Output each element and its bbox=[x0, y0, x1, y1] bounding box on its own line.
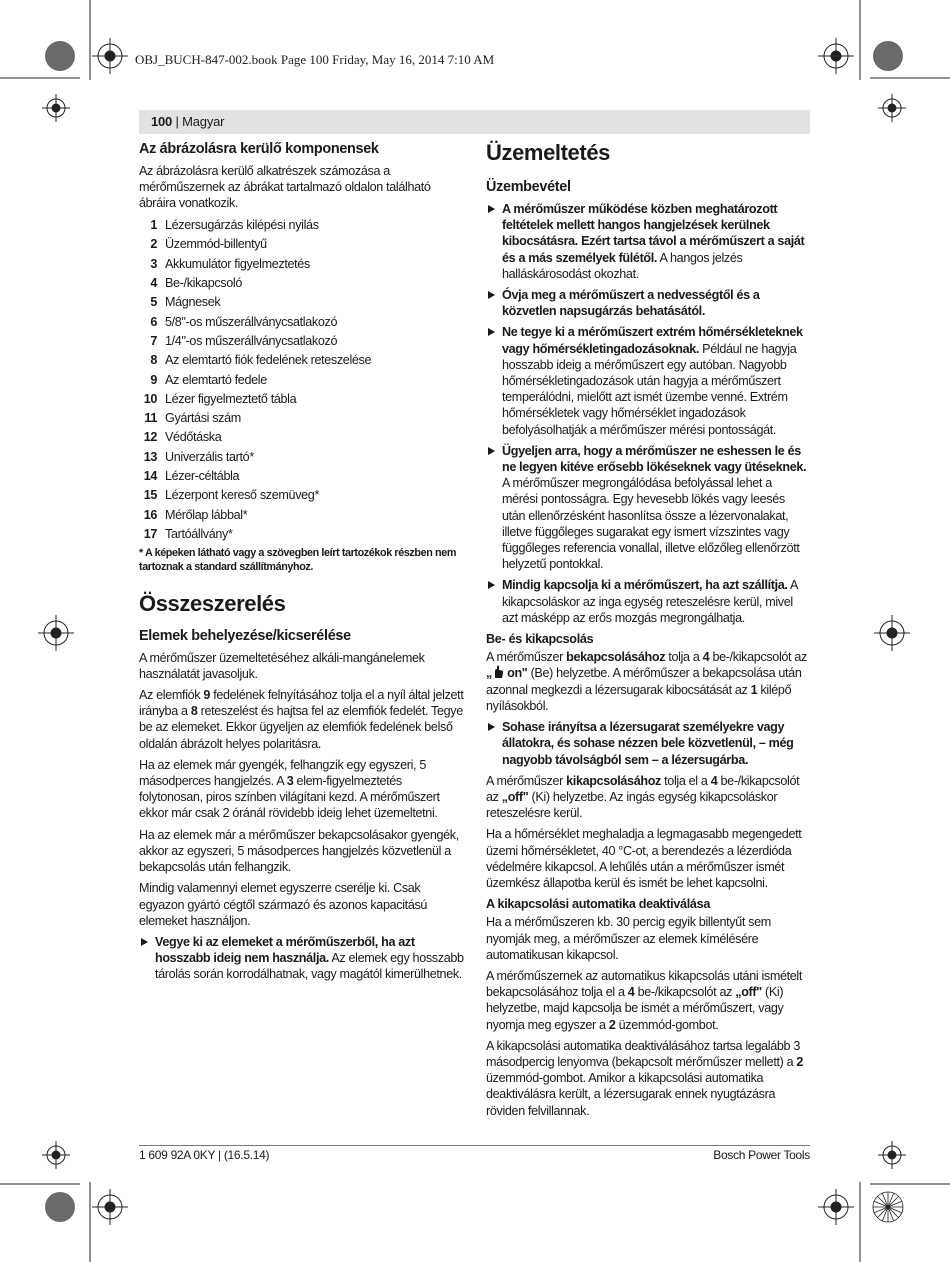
part-item bbox=[139, 235, 466, 254]
paragraph: A kikapcsolási automatika deaktiválásához tartsa legalább 3 másodpercig lenyomva (bekapcsolt mérőműszer mellett) a 2 üzemmód-gombot. Amikor a kikapcsolási automatika deaktiválásra került, a lézersugarak ennek nyugtázásra röviden felvillannak. bbox=[486, 1038, 804, 1118]
part-label: Üzemmód-billentyű bbox=[165, 237, 267, 252]
components-heading: Az ábrázolásra kerülő komponensek bbox=[139, 141, 379, 157]
part-item bbox=[139, 466, 466, 485]
part-number: 10 bbox=[143, 391, 157, 406]
part-number: 13 bbox=[143, 449, 157, 464]
assembly-heading: Összeszerelés bbox=[139, 590, 286, 616]
bullet-item: Mindig kapcsolja ki a mérőműszert, ha azt szállítja. A kikapcsoláskor az inga egység reteszelésre kerül, mivel azt másképp az erős mozgás megrongálhatja. bbox=[486, 577, 810, 626]
bullet-item: Vegye ki az elemeket a mérőműszerből, ha azt hosszabb ideig nem használja. Az elemek egy hosszabb tárolás során korrodálhatnak, vagy magától kimerülhetnek. bbox=[139, 934, 466, 983]
part-label: Lézerpont kereső szemüveg* bbox=[165, 488, 320, 503]
part-label: Mágnesek bbox=[165, 295, 221, 310]
part-label: Védőtáska bbox=[165, 430, 222, 445]
part-label: Az elemtartó fiók fedelének reteszelése bbox=[165, 353, 372, 368]
part-label: Akkumulátor figyelmeztetés bbox=[165, 256, 310, 271]
part-item bbox=[139, 428, 466, 447]
batteries-heading: Elemek behelyezése/kicserélése bbox=[139, 627, 351, 644]
startup-bullets bbox=[486, 201, 810, 626]
bullet-item: Ügyeljen arra, hogy a mérőműszer ne eshessen le és ne legyen kitéve erősebb lökéseknek vagy ütéseknek. A mérőműszer megrongálódása befolyással lehet a mérési pontosságra. Egy hevesebb lökés vagy leesés után ellenőrzésként hasonlítsa össze a lézervonalakat, illetve függőleges sugarakat egy ismert vízszintes vagy függőleges referencia vonallal, illetve előzőleg ellenőrzött helyzetű pontokkal. bbox=[486, 443, 810, 573]
bullet-triangle-icon bbox=[488, 328, 495, 336]
onoff-heading: Be- és kikapcsolás bbox=[486, 632, 594, 647]
part-number: 7 bbox=[150, 333, 157, 348]
part-number: 9 bbox=[150, 372, 157, 387]
part-number: 15 bbox=[143, 488, 157, 503]
part-number: 11 bbox=[144, 411, 157, 426]
part-item bbox=[139, 409, 466, 428]
part-number: 3 bbox=[150, 256, 157, 271]
grey-registration-dot bbox=[45, 41, 75, 71]
part-label: Lézer-céltábla bbox=[165, 469, 240, 484]
right-column bbox=[486, 140, 810, 1124]
part-number: 4 bbox=[150, 276, 157, 291]
footer-brand: Bosch Power Tools bbox=[713, 1148, 810, 1162]
bullet-triangle-icon bbox=[488, 581, 495, 589]
crosshair-target-mid-left bbox=[38, 615, 74, 651]
warning-bullet: Sohase irányítsa a lézersugarat személyekre vagy állatokra, és sohase nézzen bele közvetlenül, – még nagyobb távolságból sem – a lézersugárba. bbox=[486, 719, 810, 768]
part-number: 5 bbox=[150, 295, 157, 310]
part-item bbox=[139, 331, 466, 350]
part-number: 6 bbox=[150, 314, 157, 329]
part-number: 12 bbox=[143, 430, 157, 445]
print-slug: OBJ_BUCH-847-002.book Page 100 Friday, May 16, 2014 7:10 AM bbox=[135, 52, 495, 67]
part-label: Gyártási szám bbox=[165, 411, 241, 426]
paragraph: Ha az elemek már a mérőműszer bekapcsolásakor gyengék, akkor az egyszeri, 5 másodperces hangjelzés közvetlenül a bekapcsolás után felhangzik. bbox=[139, 827, 459, 875]
paragraph: A mérőműszer bekapcsolásához tolja a 4 be-/kikapcsolót az „ on" (Be) helyzetbe. A mérőműszer a bekapcsolása után azonnal megkezdi a lézersugarak kibocsátását az 1 kilépő nyílásokból. bbox=[486, 650, 807, 713]
part-label: Univerzális tartó* bbox=[165, 449, 254, 464]
part-number: 16 bbox=[143, 507, 157, 522]
paragraph: Ha a mérőműszeren kb. 30 percig egyik billentyűt sem nyomják meg, a mérőműszer az elemek kímélésére automatikusan kikapcsol. bbox=[486, 915, 771, 962]
part-item bbox=[139, 370, 466, 389]
paragraph: Az elemfiók 9 fedelének felnyításához tolja el a nyíl által jelzett irányba a 8 reteszelést és hajtsa fel az elemfiók fedelét. Tegye be az elemeket. Ekkor ügyeljen az elemfiók fedelének belső oldalán ábrázolt helyes polaritásra. bbox=[139, 688, 464, 751]
paragraph: A mérőműszernek az automatikus kikapcsolás utáni ismételt bekapcsolásához tolja el a 4 be-/kikapcsolót az „off" (Ki) helyzetbe, majd kapcsolja be ismét a mérőműszert, vagy nyomja meg egyszer a 2 üzemmód-gombot. bbox=[486, 968, 803, 1032]
page-header bbox=[151, 114, 224, 129]
crosshair-target-top-left bbox=[92, 38, 128, 74]
bullet-triangle-icon bbox=[488, 447, 495, 455]
left-column bbox=[139, 140, 466, 988]
page-header-bar bbox=[139, 110, 810, 134]
part-label: 5/8"-os műszerállványcsatlakozó bbox=[165, 314, 338, 329]
grey-registration-dot bbox=[45, 1192, 75, 1222]
part-label: Lézersugárzás kilépési nyilás bbox=[165, 218, 319, 233]
footer-rule bbox=[139, 1145, 810, 1146]
bullet-item: Ne tegye ki a mérőműszert extrém hőmérsékleteknek vagy hőmérsékletingadozásoknak. Például ne hagyja hosszabb ideig a mérőműszert egy autóban. Nagyobb hőmérsékletingadozások után hagyja a mérőműszert temperálódni, mielőtt azt ismét üzembe venné. Extrém hőmérsékletek vagy hőmérséklet ingadozások befolyásolhatják a mérőműszer mérési pontosságát. bbox=[486, 324, 810, 437]
part-number: 14 bbox=[143, 469, 157, 484]
paragraph: A mérőműszer kikapcsolásához tolja el a 4 be-/kikapcsolót az „off" (Ki) helyzetbe. Az ingás egység kikapcsoláskor reteszelésre kerül. bbox=[486, 773, 800, 821]
part-label: Az elemtartó fedele bbox=[165, 372, 267, 387]
operation-heading: Üzemeltetés bbox=[486, 140, 610, 165]
starburst-target bbox=[873, 1192, 903, 1222]
part-number: 1 bbox=[150, 218, 157, 233]
bullet-item: Óvja meg a mérőműszert a nedvességtől és a közvetlen napsugárzás behatásától. bbox=[486, 287, 810, 319]
page-number: 100 bbox=[151, 114, 173, 129]
part-number: 17 bbox=[143, 526, 157, 541]
bullet-item: A mérőműszer működése közben meghatározott feltételek mellett hangos hangjelzések kerülnek kibocsátásra. Ezért tartsa távol a mérőműszert a saját és a más személyek fülétől. A hangos jelzés halláskárosodást okozhat. bbox=[486, 201, 810, 282]
part-number: 8 bbox=[150, 353, 157, 368]
paragraph: A mérőműszer üzemeltetéséhez alkáli-mangánelemek használatát javasoljuk. bbox=[139, 650, 425, 681]
bullet-triangle-icon bbox=[141, 938, 148, 946]
part-label: Tartóállvány* bbox=[165, 526, 233, 541]
parts-list bbox=[139, 216, 466, 544]
part-item bbox=[139, 274, 466, 293]
header-language: Magyar bbox=[182, 114, 225, 129]
bullet-triangle-icon bbox=[488, 723, 495, 731]
part-item bbox=[139, 524, 466, 543]
startup-heading: Üzembevétel bbox=[486, 179, 571, 195]
footnote: * A képeken látható vagy a szövegben leírt tartozékok részben nem tartoznak a standard szállítmányhoz. bbox=[139, 546, 457, 574]
part-item bbox=[139, 351, 466, 370]
footer-doc-number: 1 609 92A 0KY | (16.5.14) bbox=[139, 1148, 270, 1162]
part-item bbox=[139, 312, 466, 331]
part-number: 2 bbox=[150, 237, 157, 252]
auto-off-heading: A kikapcsolási automatika deaktiválása bbox=[486, 897, 711, 912]
hand-switch-icon bbox=[492, 665, 504, 679]
grey-registration-dot bbox=[873, 41, 903, 71]
paragraph: Ha a hőmérséklet meghaladja a legmagasabb megengedett üzemi hőmérsékletet, 40 °C-ot, a berendezés a lézerdióda védelmére kikapcsol. A lehűlés után a mérőműszer ismét üzemkész állapotba kerül és ismét be lehet kapcsolni. bbox=[486, 827, 802, 890]
part-item bbox=[139, 505, 466, 524]
part-item bbox=[139, 216, 466, 235]
crosshair-target-top-right bbox=[818, 38, 854, 74]
bullet-triangle-icon bbox=[488, 291, 495, 299]
part-item bbox=[139, 293, 466, 312]
paragraph: Ha az elemek már gyengék, felhangzik egy egyszeri, 5 másodperces hangjelzés. A 3 elem-figyelmeztetés folytonosan, piros színben világítani kezd. A mérőműszert ekkor már csak 2 óránál rövidebb ideig lehet üzemeltetni. bbox=[139, 757, 440, 821]
part-item bbox=[139, 254, 466, 273]
part-item bbox=[139, 447, 466, 466]
part-label: 1/4"-os műszerállványcsatlakozó bbox=[165, 333, 338, 348]
crosshair-target-mid-right bbox=[874, 615, 910, 651]
part-label: Mérőlap lábbal* bbox=[165, 507, 248, 522]
part-label: Be-/kikapcsoló bbox=[165, 276, 242, 291]
bullet-triangle-icon bbox=[488, 205, 495, 213]
part-label: Lézer figyelmeztető tábla bbox=[165, 391, 297, 406]
header-separator: | bbox=[175, 114, 179, 129]
components-intro: Az ábrázolásra kerülő alkatrészek számozása a mérőműszernek az ábrákat tartalmazó oldalon található ábráira vonatkozik. bbox=[139, 164, 431, 211]
part-item bbox=[139, 389, 466, 408]
part-item bbox=[139, 486, 466, 505]
paragraph: Mindig valamennyi elemet egyszerre cserélje ki. Csak egyazon gyártó cégtől származó és azonos kapacitású elemeket használjon. bbox=[139, 881, 428, 928]
